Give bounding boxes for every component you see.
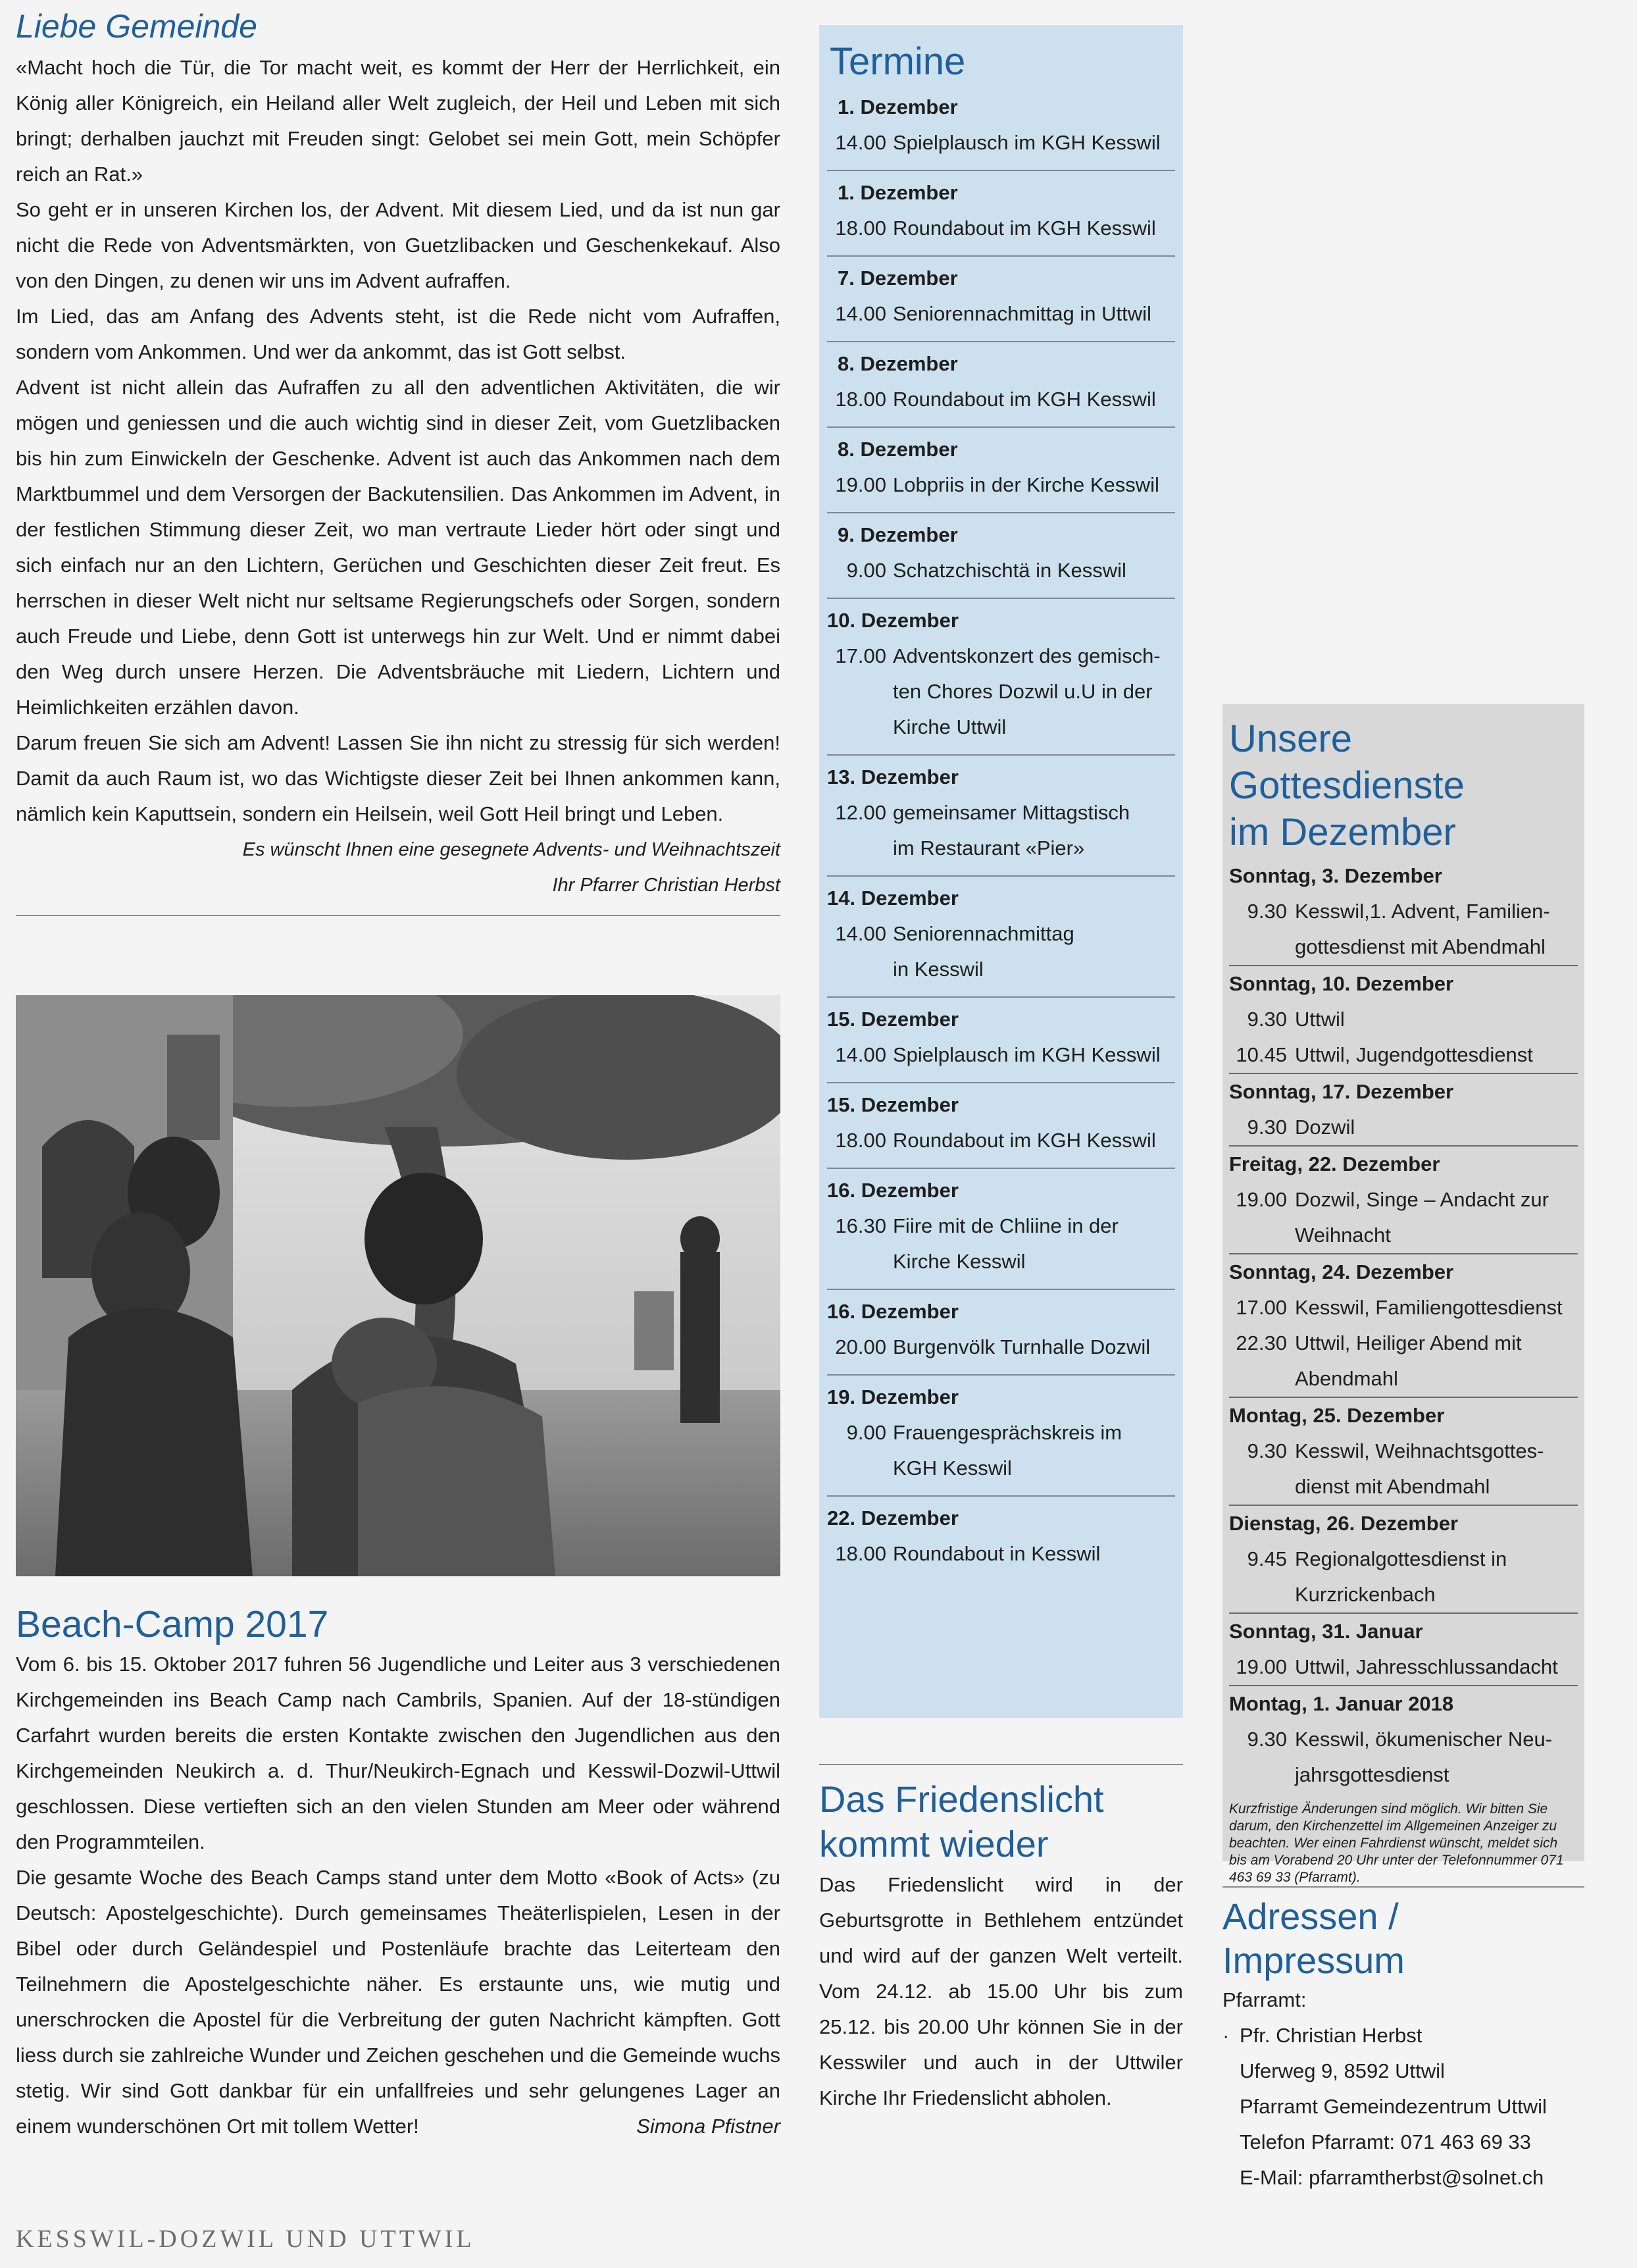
termin-time <box>827 1244 893 1279</box>
termin-time: 20.00 <box>835 1335 886 1358</box>
adressen-section <box>1222 1886 1584 2196</box>
gottesdienst-time <box>1229 1218 1295 1253</box>
termin-text: Adventskonzert des gemisch- <box>893 644 1161 667</box>
adressen-line: Telefon Pfarramt: 071 463 69 33 <box>1240 2130 1531 2154</box>
gottesdienst-day: Dienstag, 26. Dezember <box>1229 1512 1459 1535</box>
termin-entry <box>827 877 1175 998</box>
gottesdienst-day: Sonntag, 3. Dezember <box>1229 864 1442 888</box>
termin-date: 1. Dezember <box>838 180 958 204</box>
section-divider <box>819 1764 1183 1765</box>
adressen-title: Adressen / Impressum <box>1222 1895 1405 1982</box>
termin-text: Fiire mit de Chliine in der <box>893 1214 1119 1237</box>
gottesdienst-text: Weihnacht <box>1295 1224 1391 1247</box>
letter-greeting: Es wünscht Ihnen eine gesegnete Advents- und Weihnachtszeit <box>242 838 780 860</box>
termin-entry <box>827 86 1175 171</box>
gottesdienst-time: 9.30 <box>1247 1439 1287 1463</box>
termin-date: 16. Dezember <box>827 1178 959 1202</box>
gottesdienst-day: Montag, 1. Januar 2018 <box>1229 1692 1454 1716</box>
gottesdienste-title <box>1229 716 1578 856</box>
gottesdienst-text: dienst mit Abendmahl <box>1295 1475 1490 1499</box>
termin-text: Roundabout im KGH Kesswil <box>893 387 1156 411</box>
gottesdienst-time: 9.30 <box>1247 1116 1287 1139</box>
termin-date: 15. Dezember <box>827 1007 959 1031</box>
friedenslicht-title-line: kommt wieder <box>819 1823 1049 1865</box>
gottesdienst-entry <box>1229 858 1578 966</box>
termin-text: Schatzchischtä in Kesswil <box>893 558 1126 582</box>
gottesdienst-row <box>1229 1577 1578 1612</box>
gottesdienst-entry <box>1229 1254 1578 1398</box>
termin-row <box>827 952 1175 987</box>
termin-entry <box>827 1083 1175 1169</box>
termin-row <box>827 1123 1175 1158</box>
termin-time: 18.00 <box>835 1541 886 1565</box>
gottesdienst-time <box>1229 929 1295 965</box>
termin-entry <box>827 1169 1175 1290</box>
termin-date: 16. Dezember <box>827 1299 959 1323</box>
gottesdienst-row <box>1229 1218 1578 1253</box>
gottesdienst-entry <box>1229 966 1578 1074</box>
gottesdienst-row <box>1229 1541 1578 1577</box>
termin-text: in Kesswil <box>893 957 984 981</box>
beach-camp-body <box>16 1647 780 2144</box>
gottesdienst-row <box>1229 1433 1578 1469</box>
letter-paragraph: Advent ist nicht allein das Aufraffen zu all den adventlichen Aktivitäten, die wir mögen und geniessen und die auch wichtig sind in dieser Zeit, vom Guetzlibacken bis hin zum Einwickeln der Geschenke. Advent ist auch das Ankommen nach dem Marktbummel und dem Versorgen der Backutensilien. Das Ankommen im Advent, in der festlichen Stimmung dieser Zeit, wo man vertraute Lieder hört oder singt und sich einfach nur an den Lichtern, Gerüchen und Geschichten dieser Zeit freut. Es herrschen in dieser Welt nicht nur seltsame Regierungschefs oder Sorgen, sondern auch Freude und Liebe, denn Gott ist unterwegs hin zur Welt. Und er nimmt dabei den Weg durch unsere Herzen. Die Adventsbräuche mit Liedern, Lichtern und Heimlichkeiten erzählen davon. <box>16 375 780 719</box>
termine-list <box>819 86 1183 1581</box>
adressen-email[interactable]: E-Mail: pfarramtherbst@solnet.ch <box>1240 2166 1544 2190</box>
adressen-pfarrer: Pfr. Christian Herbst <box>1240 2024 1423 2048</box>
termin-text: Seniorennachmittag <box>893 921 1074 945</box>
gottesdienste-box <box>1222 704 1584 1886</box>
termin-row <box>827 831 1175 866</box>
gottesdienst-row <box>1229 1326 1578 1361</box>
gottesdienst-text: Uttwil <box>1295 1008 1345 1031</box>
gottesdienst-text: Uttwil, Heiliger Abend mit <box>1295 1331 1522 1355</box>
termin-entry <box>827 998 1175 1083</box>
beach-camp-paragraph <box>16 1860 780 2144</box>
termin-time: 9.00 <box>846 558 886 582</box>
termin-time: 16.30 <box>835 1214 886 1237</box>
gottesdienst-text: Kesswil, Weihnachtsgottes- <box>1295 1439 1544 1463</box>
termin-date: 8. Dezember <box>838 351 958 375</box>
gottesdienste-title-line: Unsere Gottesdienste <box>1229 717 1465 807</box>
termin-text: Roundabout im KGH Kesswil <box>893 1128 1156 1152</box>
termin-text: Kirche Kesswil <box>893 1249 1026 1273</box>
termin-row <box>827 1415 1175 1451</box>
photo-illustration <box>16 995 780 1576</box>
termin-row <box>827 916 1175 952</box>
gottesdienst-text: Dozwil, Singe – Andacht zur <box>1295 1188 1549 1212</box>
termin-date: 22. Dezember <box>827 1506 959 1530</box>
termin-time <box>827 831 893 866</box>
letter-paragraph: Darum freuen Sie sich am Advent! Lassen Sie ihn nicht zu stressig für sich werden! Damit da auch Raum ist, wo das Wichtigste dieser Zeit bei Ihnen ankommen kann, nämlich kein Kaputtsein, sondern ein Heilsein, weil Gott Heil bringt und Leben. <box>16 731 780 825</box>
gottesdienst-row <box>1229 1722 1578 1757</box>
gottesdienst-text: Regionalgottesdienst in <box>1295 1547 1507 1571</box>
termin-row <box>827 1536 1175 1572</box>
gottesdienst-entry <box>1229 1614 1578 1686</box>
termin-text: Roundabout in Kesswil <box>893 1541 1101 1565</box>
letter-paragraph: So geht er in unseren Kirchen los, der Advent. Mit diesem Lied, und da ist nun gar nicht die Rede von Adventsmärkten, von Guetzlibacken und Geschenkekauf. Also von den Dingen, zu denen wir uns im Advent aufraffen. <box>16 197 780 292</box>
gottesdienst-row <box>1229 1649 1578 1685</box>
gottesdienst-day: Sonntag, 10. Dezember <box>1229 972 1454 996</box>
gottesdienst-time: 19.00 <box>1236 1188 1287 1212</box>
gottesdienste-note: Kurzfristige Änderungen sind möglich. Wir bitten Sie darum, den Kirchenzettel im Allgemeinen Anzeiger zu beachten. Wer einen Fahrdienst wünscht, meldet sich bis am Vorabend 20 Uhr unter der Telefonnummer 071 463 69 33 (Pfarramt). <box>1229 1801 1564 1886</box>
termin-text: Spielplausch im KGH Kesswil <box>893 130 1161 154</box>
gottesdienst-row <box>1229 1037 1578 1073</box>
gottesdienst-time: 9.30 <box>1247 1008 1287 1031</box>
termin-entry <box>827 599 1175 756</box>
termin-date: 19. Dezember <box>827 1385 959 1408</box>
gottesdienst-time: 19.00 <box>1236 1655 1287 1679</box>
gottesdienst-time: 9.45 <box>1247 1547 1287 1571</box>
gottesdienst-time <box>1229 1361 1295 1397</box>
termin-text: Roundabout im KGH Kesswil <box>893 216 1156 240</box>
termin-entry <box>827 428 1175 513</box>
gottesdienst-time <box>1229 1577 1295 1612</box>
gottesdienst-text: jahrsgottesdienst <box>1295 1763 1449 1787</box>
termin-row <box>827 1037 1175 1073</box>
termin-time: 14.00 <box>835 921 886 945</box>
gottesdienst-day: Montag, 25. Dezember <box>1229 1404 1445 1428</box>
termine-box <box>819 25 1183 1718</box>
gottesdienst-time: 17.00 <box>1236 1296 1287 1320</box>
gottesdienst-row <box>1229 1002 1578 1037</box>
gottesdienst-text: Kesswil,1. Advent, Familien- <box>1295 900 1550 923</box>
termin-text: Frauengesprächskreis im <box>893 1420 1122 1444</box>
beach-camp-photo <box>16 995 780 1576</box>
letter-title: Liebe Gemeinde <box>16 8 257 45</box>
beach-camp-paragraph: Vom 6. bis 15. Oktober 2017 fuhren 56 Jugendliche und Leiter aus 3 verschiedenen Kirchgemeinden ins Beach Camp nach Cambrils, Spanien. Auf der 18-stündigen Carfahrt wurden bereits die ersten Kontakte zwischen den Jugendlichen aus den Kirchgemeinden Neukirch a. d. Thur/Neukirch-Egnach und Kesswil-Dozwil-Uttwil geschlossen. Diese vertieften sich an den vielen Stunden am Meer oder während den Programmteilen. <box>16 1652 780 1853</box>
gottesdienst-text: Uttwil, Jahresschlussandacht <box>1295 1655 1558 1679</box>
termin-time: 18.00 <box>835 216 886 240</box>
termin-time <box>827 1451 893 1486</box>
gottesdienst-entry <box>1229 1398 1578 1506</box>
termin-date: 1. Dezember <box>838 95 958 118</box>
termin-row <box>827 211 1175 246</box>
gottesdienst-text: Kesswil, ökumenischer Neu- <box>1295 1728 1553 1751</box>
termin-entry <box>827 171 1175 257</box>
gottesdienst-day: Sonntag, 31. Januar <box>1229 1620 1423 1643</box>
termin-row <box>827 1451 1175 1486</box>
gottesdienst-entry <box>1229 1147 1578 1254</box>
letter-paragraph: Im Lied, das am Anfang des Advents steht, ist die Rede nicht vom Aufraffen, sondern vom Ankommen. Und wer da ankommt, das ist Gott selbst. <box>16 304 780 363</box>
termin-date: 14. Dezember <box>827 886 959 910</box>
termin-text: KGH Kesswil <box>893 1456 1012 1480</box>
termin-time: 14.00 <box>835 1043 886 1066</box>
gottesdienst-text: Kesswil, Familiengottesdienst <box>1295 1296 1563 1320</box>
gottesdienste-list <box>1229 858 1578 1793</box>
section-divider <box>1222 1886 1584 1888</box>
termin-time: 14.00 <box>835 301 886 325</box>
termin-row <box>827 638 1175 674</box>
termin-row <box>827 1329 1175 1365</box>
termin-text: Spielplausch im KGH Kesswil <box>893 1043 1161 1066</box>
termine-title: Termine <box>830 40 966 83</box>
termin-row <box>827 795 1175 831</box>
termin-time: 18.00 <box>835 1128 886 1152</box>
gottesdienst-text: gottesdienst mit Abendmahl <box>1295 935 1546 959</box>
termin-entry <box>827 1497 1175 1581</box>
termin-time: 19.00 <box>835 473 886 496</box>
gottesdienst-row <box>1229 1361 1578 1397</box>
termin-text: Seniorennachmittag in Uttwil <box>893 301 1151 325</box>
termin-date: 15. Dezember <box>827 1093 959 1116</box>
gottesdienst-row <box>1229 1110 1578 1145</box>
gottesdienst-time: 9.30 <box>1247 1728 1287 1751</box>
letter-section <box>16 8 780 916</box>
termin-entry <box>827 513 1175 599</box>
termin-row <box>827 125 1175 161</box>
termin-time <box>827 709 893 745</box>
section-divider <box>16 915 780 916</box>
adressen-line <box>1222 2018 1584 2053</box>
gottesdienst-text: Abendmahl <box>1295 1367 1398 1391</box>
letter-body <box>16 50 780 832</box>
termin-date: 7. Dezember <box>838 266 958 290</box>
termin-time: 18.00 <box>835 387 886 411</box>
termin-text: gemeinsamer Mittagstisch <box>893 800 1130 824</box>
termin-date: 9. Dezember <box>838 523 958 546</box>
gottesdienst-day: Sonntag, 24. Dezember <box>1229 1260 1454 1284</box>
termin-row <box>827 1244 1175 1279</box>
termin-date: 13. Dezember <box>827 765 959 788</box>
termin-text: Kirche Uttwil <box>893 715 1007 738</box>
gottesdienst-entry <box>1229 1074 1578 1147</box>
adressen-label: Pfarramt: <box>1222 1988 1307 2012</box>
gottesdienst-row <box>1229 1182 1578 1218</box>
termin-date: 8. Dezember <box>838 437 958 461</box>
termin-text: ten Chores Dozwil u.U in der <box>893 679 1153 703</box>
termin-entry <box>827 342 1175 428</box>
beach-camp-title: Beach-Camp 2017 <box>16 1603 329 1645</box>
termin-row <box>827 1208 1175 1244</box>
gottesdienst-time: 10.45 <box>1236 1043 1287 1067</box>
bullet-icon: · <box>1222 2024 1230 2048</box>
termin-entry <box>827 1376 1175 1497</box>
termin-time <box>827 674 893 709</box>
page-footer: KESSWIL-DOZWIL UND UTTWIL <box>16 2225 475 2253</box>
termin-time: 14.00 <box>835 130 886 154</box>
letter-signature: Ihr Pfarrer Christian Herbst <box>552 874 780 896</box>
gottesdienst-row <box>1229 1757 1578 1793</box>
friedenslicht-title-line: Das Friedenslicht <box>819 1778 1104 1820</box>
termin-date: 10. Dezember <box>827 608 959 632</box>
gottesdienst-text: Dozwil <box>1295 1116 1355 1139</box>
friedenslicht-section <box>819 1764 1183 2116</box>
gottesdienst-time <box>1229 1469 1295 1505</box>
letter-paragraph: «Macht hoch die Tür, die Tor macht weit, es kommt der Herr der Herrlichkeit, ein König aller Königreich, ein Heiland aller Welt zugleich, der Heil und Leben mit sich bringt; derhalben jauchzt mit Freuden singt: Gelobet sei mein Gott, mein Schöpfer reich an Rat.» <box>16 55 780 186</box>
termin-row <box>827 674 1175 709</box>
termin-text: im Restaurant «Pier» <box>893 836 1085 860</box>
gottesdienst-day: Sonntag, 17. Dezember <box>1229 1080 1454 1104</box>
gottesdienst-row <box>1229 1469 1578 1505</box>
adressen-line: Pfarramt Gemeindezentrum Uttwil <box>1240 2095 1547 2119</box>
beach-camp-paragraph-text: Die gesamte Woche des Beach Camps stand unter dem Motto «Book of Acts» (zu Deutsch: Apostelgeschichte). Durch gemeinsames Theäterlispielen, Lesen in der Bibel oder durch Geländespiel und Postenläufe brachte das Leiterteam den Teilnehmern die Apostelgeschichte näher. Es erstaunte uns, wie mutig und unerschrocken die Apostel für die Verbreitung der guten Nachricht kämpften. Gott liess durch sie zahlreiche Wunder und Zeichen geschehen und die Gemeinde wuchs stetig. Wir sind Gott dankbar für ein unfallfreies und sehr gelungenes Lager an einem wunderschönen Ort mit tollem Wetter! <box>16 1865 780 2138</box>
termin-text: Lobpriis in der Kirche Kesswil <box>893 473 1159 496</box>
gottesdienst-text: Kurzrickenbach <box>1295 1583 1436 1607</box>
gottesdienst-day: Freitag, 22. Dezember <box>1229 1152 1440 1176</box>
termin-row <box>827 382 1175 417</box>
termin-time: 12.00 <box>835 800 886 824</box>
termin-entry <box>827 1290 1175 1376</box>
gottesdienst-time: 9.30 <box>1247 900 1287 923</box>
gottesdienst-text: Uttwil, Jugendgottesdienst <box>1295 1043 1533 1067</box>
gottesdienst-entry <box>1229 1686 1578 1793</box>
beach-camp-author: Simona Pfistner <box>636 2114 780 2138</box>
termin-text: Burgenvölk Turnhalle Dozwil <box>893 1335 1151 1358</box>
gottesdienst-time: 22.30 <box>1236 1331 1287 1355</box>
adressen-line: Uferweg 9, 8592 Uttwil <box>1240 2059 1445 2083</box>
gottesdienst-row <box>1229 929 1578 965</box>
termin-entry <box>827 257 1175 342</box>
beach-camp-section <box>16 1603 780 2144</box>
gottesdienst-time <box>1229 1757 1295 1793</box>
gottesdienst-entry <box>1229 1506 1578 1614</box>
gottesdienst-row <box>1229 1290 1578 1326</box>
termin-row <box>827 296 1175 332</box>
termin-row <box>827 709 1175 745</box>
gottesdienst-row <box>1229 894 1578 929</box>
termin-row <box>827 467 1175 503</box>
termin-time: 9.00 <box>846 1420 886 1444</box>
friedenslicht-text: Das Friedenslicht wird in der Geburtsgrotte in Bethlehem entzündet und wird auf der ganzen Welt verteilt. Vom 24.12. ab 15.00 Uhr bis zum 25.12. bis 20.00 Uhr können Sie in der Kesswiler und auch in der Uttwiler Kirche Ihr Friedenslicht abholen. <box>819 1872 1183 2109</box>
termin-time <box>827 952 893 987</box>
friedenslicht-title <box>819 1777 1183 1867</box>
termin-row <box>827 553 1175 588</box>
termin-time: 17.00 <box>835 644 886 667</box>
gottesdienste-title-line: im Dezember <box>1229 810 1456 854</box>
termin-entry <box>827 756 1175 877</box>
